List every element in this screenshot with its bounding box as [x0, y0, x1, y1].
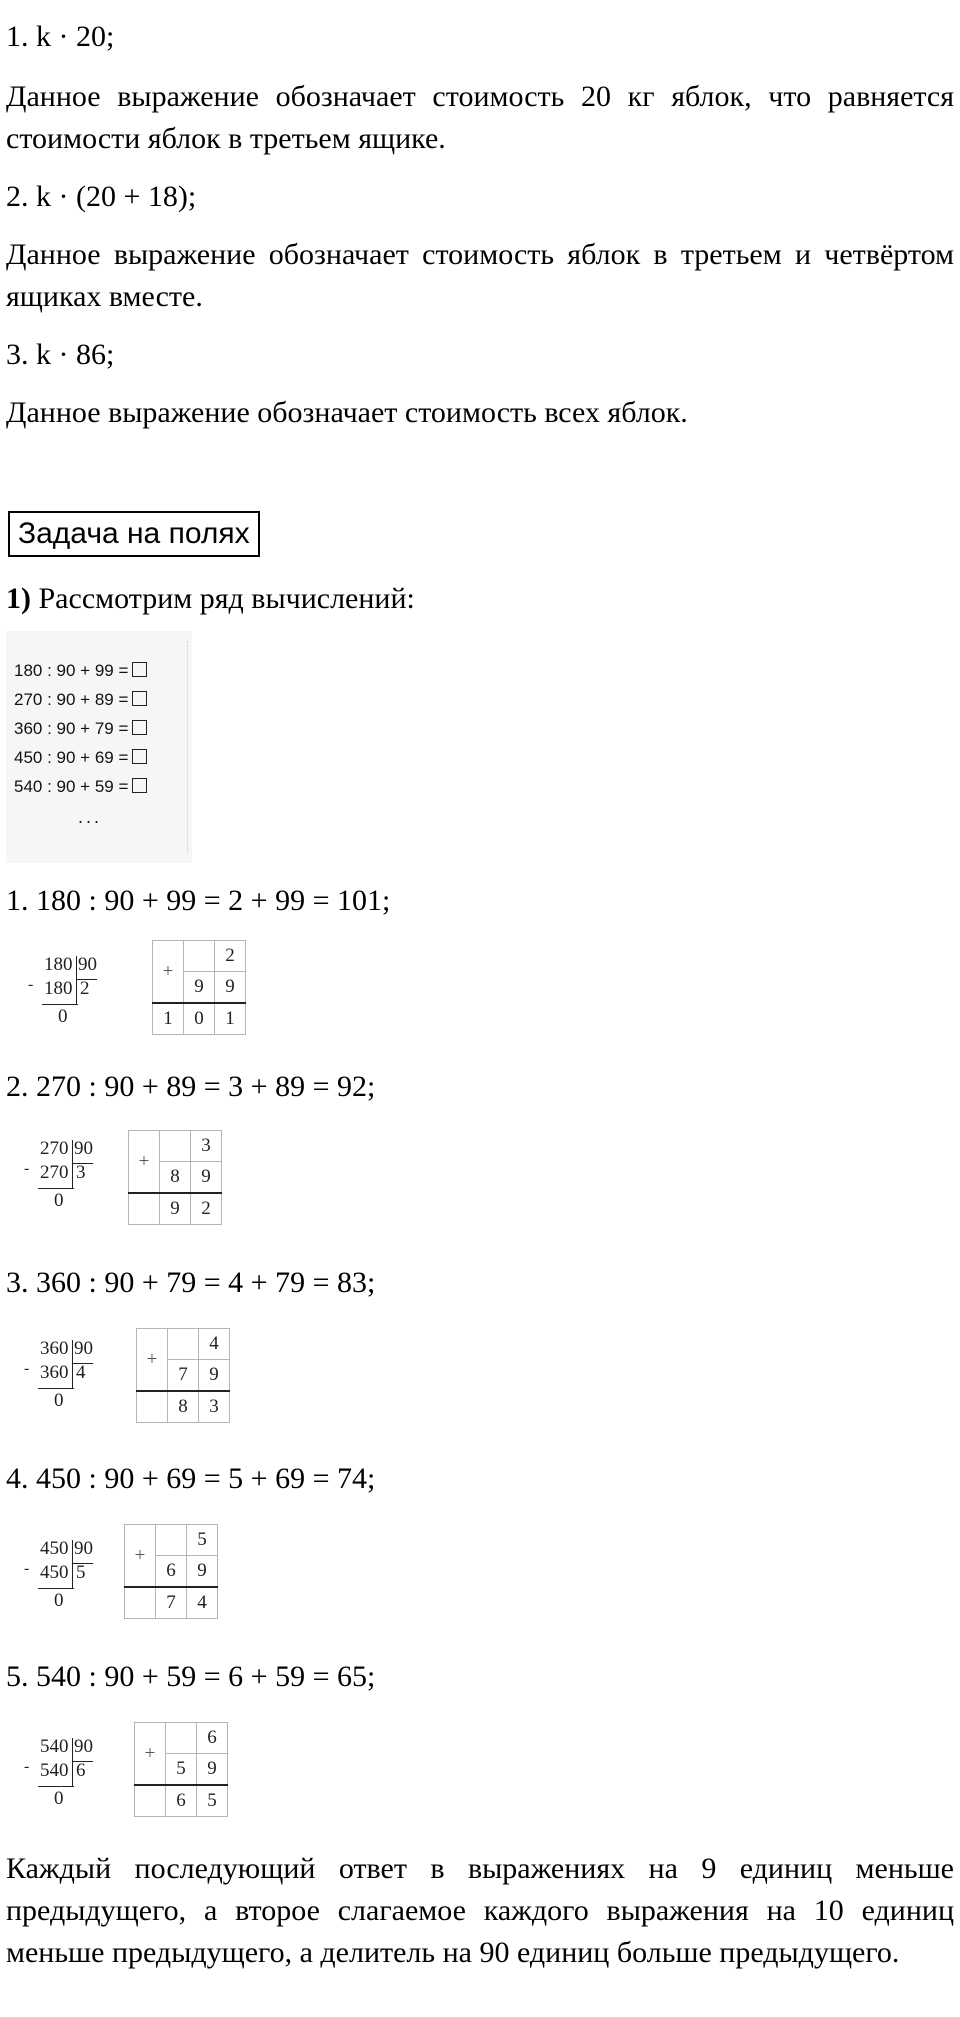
grid-cell	[184, 941, 215, 972]
subtrahend: 540	[40, 1760, 69, 1781]
addition-grid-4	[124, 1524, 218, 1619]
remainder: 0	[58, 1006, 68, 1027]
exercise-card	[6, 631, 192, 863]
grid-cell: 9	[187, 1556, 218, 1588]
dividend: 180	[44, 954, 73, 975]
divisor: 90	[74, 1138, 93, 1159]
grid-cell: 3	[199, 1391, 230, 1423]
grid-cell: 9	[160, 1193, 191, 1225]
grid-cell: 9	[197, 1754, 228, 1786]
division-bar	[72, 1340, 73, 1388]
minus-sign: -	[24, 1560, 30, 1577]
grid-cell: 5	[187, 1525, 218, 1556]
grid-cell: 5	[166, 1754, 197, 1786]
addition-grid-5	[134, 1722, 228, 1817]
dividend: 270	[40, 1138, 69, 1159]
grid-cell: 1	[215, 1003, 246, 1035]
result-underline	[42, 1004, 78, 1005]
grid-cell: 1	[153, 1003, 184, 1035]
intro-line	[6, 578, 415, 620]
minus-sign: -	[24, 1160, 30, 1177]
addition-grid-3	[136, 1328, 230, 1423]
addition-grid-2	[128, 1130, 222, 1225]
grid-cell: 2	[215, 941, 246, 972]
grid-cell	[166, 1723, 197, 1754]
grid-cell: 7	[156, 1587, 187, 1619]
card-row	[14, 777, 147, 797]
grid-cell: 6	[156, 1556, 187, 1588]
grid-cell	[125, 1587, 156, 1619]
card-row-text: 450 : 90 + 69 =	[14, 748, 129, 767]
plus-sign: +	[135, 1723, 166, 1786]
minus-sign: -	[24, 1758, 30, 1775]
result-underline	[38, 1786, 74, 1787]
intro-number: 1)	[6, 582, 31, 615]
remainder: 0	[54, 1788, 64, 1809]
card-row-text: 180 : 90 + 99 =	[14, 661, 129, 680]
minus-sign: -	[24, 1360, 30, 1377]
dividend: 360	[40, 1338, 69, 1359]
grid-cell: 9	[184, 972, 215, 1004]
solution-line-2: 2. 270 : 90 + 89 = 3 + 89 = 92;	[6, 1070, 376, 1103]
card-edge	[187, 641, 188, 853]
expression-2: 2. k · (20 + 18);	[6, 180, 197, 213]
answer-box-icon	[132, 691, 147, 706]
dividend: 450	[40, 1538, 69, 1559]
expression-1: 1. k · 20;	[6, 20, 115, 53]
grid-cell: 8	[160, 1162, 191, 1194]
card-row	[14, 748, 147, 768]
expression-3: 3. k · 86;	[6, 338, 115, 371]
result-underline	[38, 1388, 74, 1389]
task-heading-box: Задача на полях	[8, 511, 260, 557]
intro-text: Рассмотрим ряд вычислений:	[31, 582, 415, 615]
card-row	[14, 661, 147, 681]
divisor: 90	[78, 954, 97, 975]
solution-line-4: 4. 450 : 90 + 69 = 5 + 69 = 74;	[6, 1462, 376, 1495]
explanation-2: Данное выражение обозначает стоимость яблок в третьем и четвёртом ящиках вместе.	[6, 238, 954, 313]
quotient: 3	[76, 1162, 86, 1183]
division-bar	[76, 956, 77, 1004]
card-row	[14, 719, 147, 739]
long-division-2	[20, 1138, 100, 1234]
answer-box-icon	[132, 749, 147, 764]
continuation-dots: ...	[78, 807, 103, 827]
solution-line-3: 3. 360 : 90 + 79 = 4 + 79 = 83;	[6, 1266, 376, 1299]
grid-cell: 8	[168, 1391, 199, 1423]
remainder: 0	[54, 1390, 64, 1411]
division-bar	[72, 1540, 73, 1588]
quotient: 4	[76, 1362, 86, 1383]
answer-box-icon	[132, 778, 147, 793]
divisor: 90	[74, 1538, 93, 1559]
explanation-1: Данное выражение обозначает стоимость 20 кг яблок, что равняется стоимости яблок в третьем ящике.	[6, 80, 954, 155]
explanation-3: Данное выражение обозначает стоимость всех яблок.	[6, 396, 688, 429]
plus-sign: +	[129, 1131, 160, 1194]
grid-cell: 9	[191, 1162, 222, 1194]
addition-grid-1	[152, 940, 246, 1035]
division-bar	[72, 1140, 73, 1188]
quotient: 5	[76, 1562, 86, 1583]
grid-cell	[168, 1329, 199, 1360]
grid-cell: 0	[184, 1003, 215, 1035]
card-row-text: 360 : 90 + 79 =	[14, 719, 129, 738]
grid-cell: 4	[187, 1587, 218, 1619]
grid-cell	[135, 1785, 166, 1817]
subtrahend: 180	[44, 978, 73, 999]
conclusion-paragraph: Каждый последующий ответ в выражениях на 9 единиц меньше предыдущего, а второе слагаемое каждого выражения на 10 единиц меньше предыдущего, а делитель на 90 единиц больше предыдущего.	[6, 1852, 954, 1969]
divisor: 90	[74, 1338, 93, 1359]
card-row-text: 270 : 90 + 89 =	[14, 690, 129, 709]
grid-cell	[156, 1525, 187, 1556]
grid-cell: 9	[215, 972, 246, 1004]
grid-cell: 7	[168, 1360, 199, 1392]
dividend: 540	[40, 1736, 69, 1757]
remainder: 0	[54, 1590, 64, 1611]
card-row	[14, 690, 147, 710]
grid-cell: 3	[191, 1131, 222, 1162]
solution-line-1: 1. 180 : 90 + 99 = 2 + 99 = 101;	[6, 884, 391, 917]
plus-sign: +	[137, 1329, 168, 1392]
subtrahend: 270	[40, 1162, 69, 1183]
long-division-3	[20, 1338, 100, 1434]
grid-cell: 2	[191, 1193, 222, 1225]
answer-box-icon	[132, 720, 147, 735]
grid-cell: 4	[199, 1329, 230, 1360]
remainder: 0	[54, 1190, 64, 1211]
long-division-4	[20, 1538, 100, 1634]
minus-sign: -	[28, 976, 34, 993]
grid-cell: 5	[197, 1785, 228, 1817]
answer-box-icon	[132, 662, 147, 677]
result-underline	[38, 1188, 74, 1189]
division-bar	[72, 1738, 73, 1786]
grid-cell: 9	[199, 1360, 230, 1392]
quotient: 2	[80, 978, 90, 999]
grid-cell	[137, 1391, 168, 1423]
long-division-1	[24, 954, 104, 1050]
subtrahend: 450	[40, 1562, 69, 1583]
grid-cell: 6	[166, 1785, 197, 1817]
grid-cell	[160, 1131, 191, 1162]
card-row-text: 540 : 90 + 59 =	[14, 777, 129, 796]
long-division-5	[20, 1736, 100, 1832]
subtrahend: 360	[40, 1362, 69, 1383]
plus-sign: +	[125, 1525, 156, 1588]
quotient: 6	[76, 1760, 86, 1781]
result-underline	[38, 1588, 74, 1589]
plus-sign: +	[153, 941, 184, 1004]
solution-line-5: 5. 540 : 90 + 59 = 6 + 59 = 65;	[6, 1660, 376, 1693]
grid-cell: 6	[197, 1723, 228, 1754]
divisor: 90	[74, 1736, 93, 1757]
grid-cell	[129, 1193, 160, 1225]
